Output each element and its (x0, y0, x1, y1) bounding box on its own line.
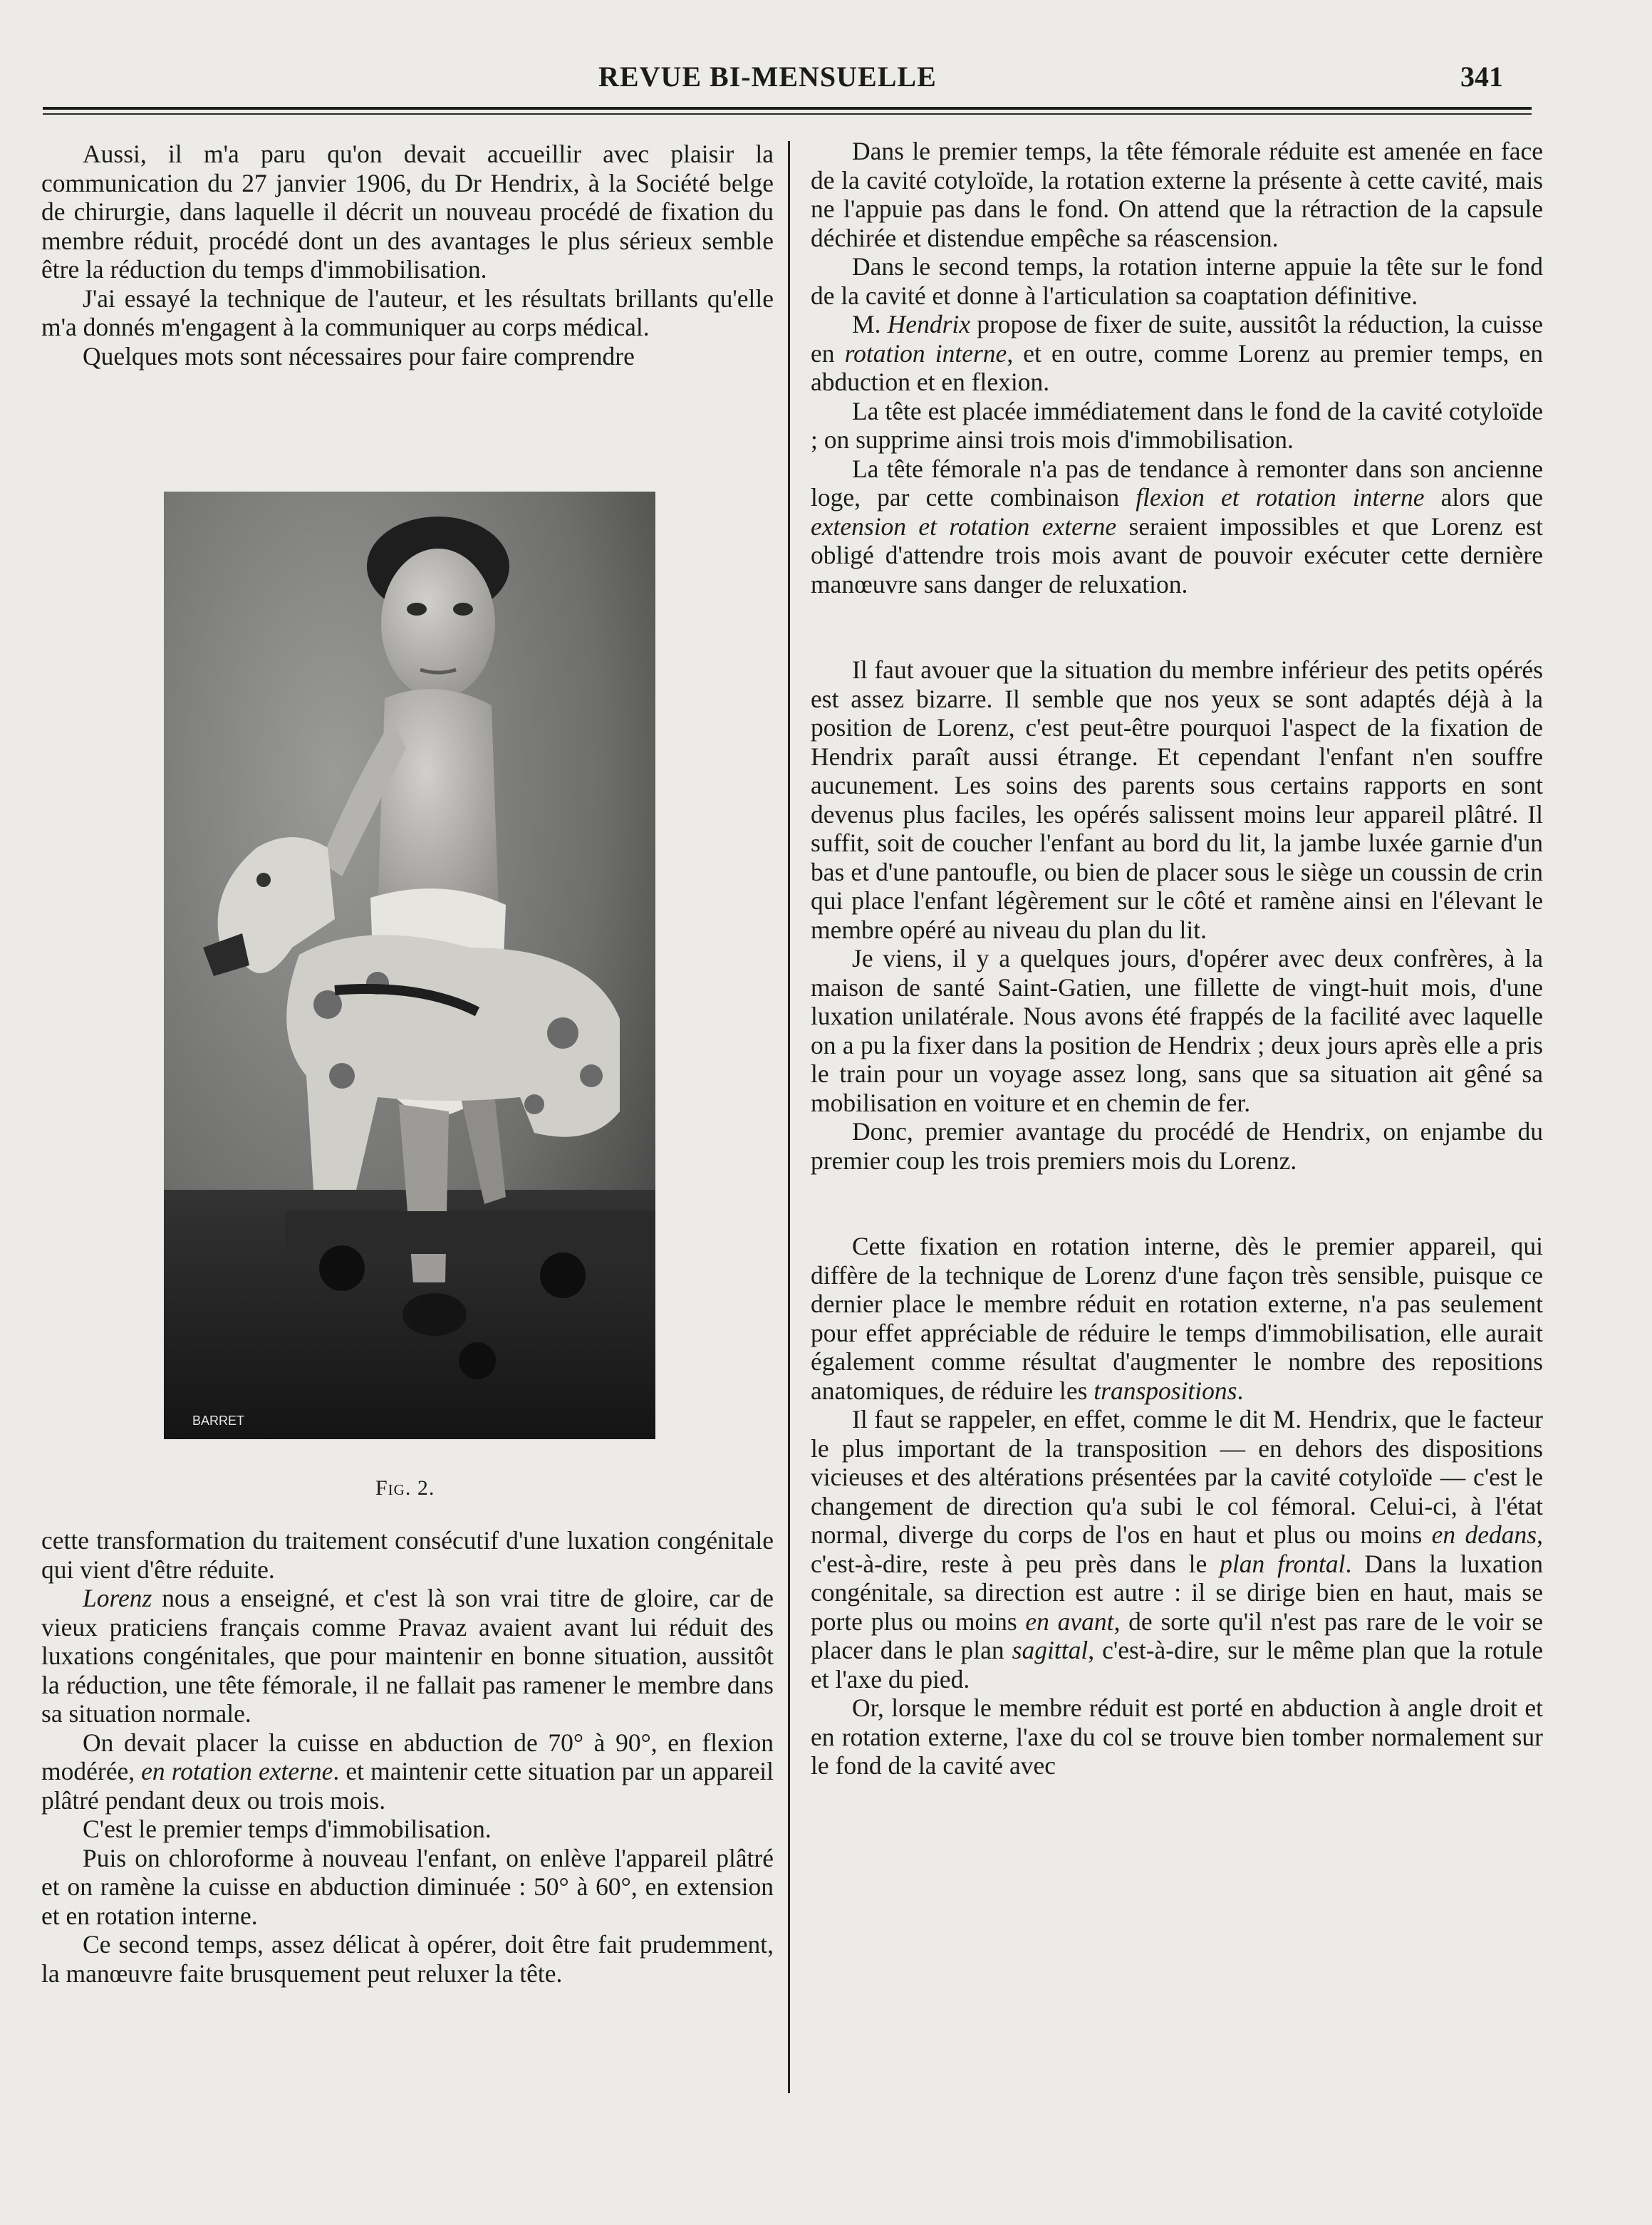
text-run: M. (852, 310, 888, 338)
emphasis: Lorenz (83, 1584, 152, 1612)
text-run: , c'est-à-dire, sur le même plan que la rotule et l'axe du pied. (811, 1636, 1543, 1694)
left-column-top (41, 140, 774, 370)
left-column-bottom (41, 1526, 774, 1988)
running-head: REVUE BI-MENSUELLE (598, 61, 937, 93)
paragraph (811, 1232, 1543, 1405)
figure-photo (164, 492, 655, 1439)
text-run: . et maintenir cette situation par un appareil plâtré pendant deux ou trois mois. (41, 1757, 774, 1815)
text-run: La tête fémorale n'a pas de tendance à remonter dans son ancienne loge, par cette combinaison (811, 454, 1543, 512)
text-run: alors que (1424, 483, 1543, 512)
emphasis: rotation interne (844, 338, 1007, 368)
emphasis: flexion et rotation interne (1136, 483, 1425, 512)
column-divider (788, 141, 790, 2093)
text-run: Cette fixation en rotation interne, dès le premier appareil, qui diffère de la technique de Lorenz d'une façon très sensible, puisque ce dernier place le membre réduit en rotation externe, n'a pas seulement pour effet appréciable de réduire le temps d'immobilisation, elle aurait également comme résultat d'augmenter le nombre des repositions anatomiques, de réduire les (811, 1232, 1543, 1405)
paragraph: Or, lorsque le membre réduit est porté en abduction à angle droit et en rotation externe, l'axe du col se trouve bien tomber normalement sur le fond de la cavité avec (811, 1694, 1543, 1780)
paragraph: Dans le second temps, la rotation interne appuie la tête sur le fond de la cavité et donne à l'articulation sa coaptation définitive. (811, 252, 1543, 310)
paragraph: cette transformation du traitement consécutif d'une luxation congénitale qui vient d'être réduite. (41, 1526, 774, 1584)
paragraph (811, 310, 1543, 397)
emphasis: plan frontal (1220, 1549, 1346, 1578)
text-run: nous a enseigné, et c'est là son vrai titre de gloire, car de vieux praticiens français comme Pravaz avaient avant lui réduit des luxations congénitales, que pour maintenir en bonne situation, aussitôt la réduction, une tête fémorale, il ne fallait pas ramener le membre dans sa situation normale. (41, 1584, 774, 1728)
right-column (811, 137, 1543, 1780)
text-run: . (1237, 1376, 1244, 1405)
emphasis: en dedans (1431, 1520, 1537, 1549)
text-run: seraient impossibles et que Lorenz est obligé d'attendre trois mois avant de pouvoir exécuter cette dernière manœuvre sans danger de reluxation. (811, 512, 1543, 598)
text-run: . Dans la luxation congénitale, sa direction est autre : il se dirige bien en haut, mais se porte plus ou moins (811, 1549, 1543, 1636)
emphasis: transpositions (1093, 1376, 1237, 1405)
text-run: , de sorte qu'il n'est pas rare de le voir se placer dans le plan (811, 1607, 1544, 1664)
text-run: , c'est-à-dire, reste à peu près dans le (811, 1520, 1543, 1578)
text-run: Il faut se rappeler, en effet, comme le dit M. Hendrix, que le facteur le plus important de la transposition — en dehors des dispositions vicieuses et des altérations présentées par la cavité cotyloïde — c'est le changement de direction qu'a subi le col fémoral. Celui-ci, à l'état normal, diverge du corps de l'os en haut et plus ou moins (811, 1405, 1543, 1549)
emphasis: extension et rotation externe (811, 512, 1117, 541)
emphasis: en rotation externe (141, 1757, 333, 1785)
photographer-signature: BARRET (192, 1414, 245, 1428)
paragraph: Je viens, il y a quelques jours, d'opérer avec deux confrères, à la maison de santé Saint-Gatien, une fillette de vingt-huit mois, d'une luxation unilatérale. Nous avons été frappés de la facilité avec laquelle on a pu la fixer dans la position de Hendrix ; deux jours après elle a pris le train pour un voyage assez long, sans que sa situation ait gêné sa mobilisation en voiture et en chemin de fer. (811, 944, 1543, 1117)
figure-caption: Fig. 2. (375, 1476, 435, 1500)
paragraph (811, 1405, 1543, 1694)
header-rule-thin (43, 113, 1532, 115)
paragraph: Il faut avouer que la situation du membre inférieur des petits opérés est assez bizarre. Il semble que nos yeux se sont adaptés déjà à la position de Lorenz, c'est peut-être pourquoi l'aspect de la fixation de Hendrix paraît aussi étrange. Et cependant l'enfant n'en souffre aucunement. Les soins des parents sous certains rapports en sont devenus plus faciles, les opérés salissent moins leur appareil plâtré. Il suffit, soit de coucher l'enfant au bord du lit, la jambe luxée garnie d'un bas et d'une pantoufle, ou bien de placer sous le siège un coussin de crin qui place l'enfant légèrement sur le côté et ramène ainsi en l'élevant le membre opéré au niveau du plan du lit. (811, 655, 1543, 944)
paragraph: Puis on chloroforme à nouveau l'enfant, on enlève l'appareil plâtré et on ramène la cuisse en abduction diminuée : 50° à 60°, en extension et en rotation interne. (41, 1843, 774, 1930)
paragraph: La tête est placée immédiatement dans le fond de la cavité cotyloïde ; on supprime ainsi trois mois d'immobilisation. (811, 396, 1543, 454)
child-on-rocking-horse-image (164, 492, 655, 1439)
text-run: propose de fixer de suite, aussitôt la réduction, la cuisse en (811, 310, 1543, 368)
paragraph: Ce second temps, assez délicat à opérer, doit être fait prudemment, la manœuvre faite brusquement peut reluxer la tête. (41, 1930, 774, 1988)
header-rule (43, 107, 1532, 110)
paragraph: Quelques mots sont nécessaires pour faire comprendre (83, 341, 635, 370)
paragraph: C'est le premier temps d'immobilisation. (83, 1815, 492, 1843)
text-run: On devait placer la cuisse en abduction de 70° à 90°, en flexion modérée, (41, 1728, 774, 1785)
paragraph: Dans le premier temps, la tête fémorale réduite est amenée en face de la cavité cotyloïde, la rotation externe la présente à cette cavité, mais ne l'appuie pas dans le fond. On attend que la rétraction de la capsule déchirée et distendue empêche sa réascension. (811, 137, 1543, 252)
paragraph: Donc, premier avantage du procédé de Hendrix, on enjambe du premier coup les trois premiers mois du Lorenz. (811, 1117, 1543, 1175)
text-run: , et en outre, comme Lorenz au premier temps, en abduction et en flexion. (811, 338, 1543, 396)
paragraph: Aussi, il m'a paru qu'on devait accueillir avec plaisir la communication du 27 janvier 1906, du Dr Hendrix, à la Société belge de chirurgie, dans laquelle il décrit un nouveau procédé de fixation du membre réduit, procédé dont un des avantages le plus sérieux semble être la réduction du temps d'immobilisation. (41, 140, 774, 284)
paragraph (41, 1728, 774, 1815)
paragraph (41, 1584, 774, 1728)
emphasis: sagittal (1012, 1636, 1089, 1664)
paragraph: J'ai essayé la technique de l'auteur, et les résultats brillants qu'elle m'a donnés m'engagent à la communiquer au corps médical. (41, 284, 774, 341)
emphasis: Hendrix (887, 310, 971, 338)
paragraph (811, 455, 1543, 599)
page-number: 341 (1460, 61, 1503, 93)
emphasis: en avant (1025, 1607, 1114, 1636)
